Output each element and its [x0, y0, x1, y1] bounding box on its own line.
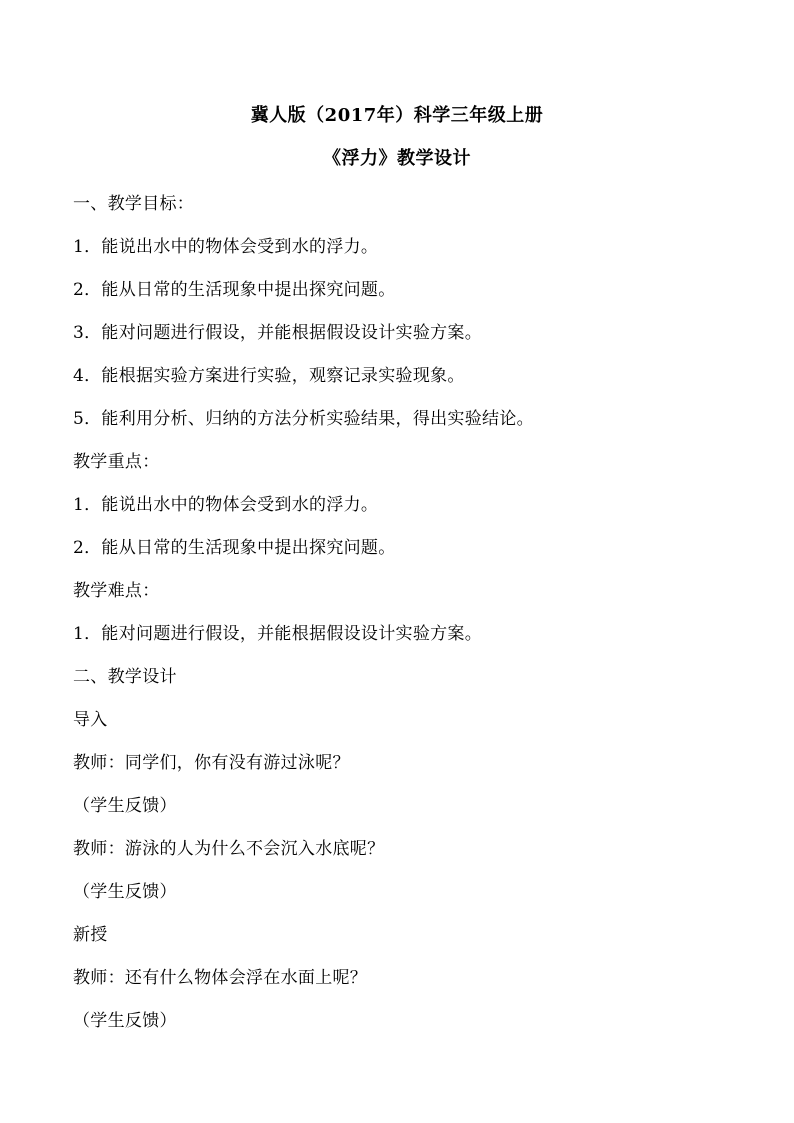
document-subtitle: 《浮力》教学设计 [323, 148, 471, 169]
section-heading-design: 二、教学设计 [73, 667, 177, 687]
dialogue-line: 教师：同学们，你有没有游过泳呢？ [73, 753, 350, 773]
dialogue-line: 教师：还有什么物体会浮在水面上呢？ [73, 968, 368, 988]
difficulty-item: 1．能对问题进行假设，并能根据假设设计实验方案。 [73, 624, 483, 644]
dialogue-line: （学生反馈） [73, 1011, 177, 1031]
objective-item: 1．能说出水中的物体会受到水的浮力。 [73, 237, 379, 257]
dialogue-line: （学生反馈） [73, 796, 177, 816]
section-heading-key-points: 教学重点： [73, 452, 160, 472]
subsection-heading-new-lesson: 新授 [73, 925, 108, 945]
dialogue-line: 教师：游泳的人为什么不会沉入水底呢？ [73, 839, 385, 859]
section-heading-objectives: 一、教学目标： [73, 194, 195, 214]
section-heading-difficulties: 教学难点： [73, 581, 160, 601]
subsection-heading-intro: 导入 [73, 710, 108, 730]
key-point-item: 1．能说出水中的物体会受到水的浮力。 [73, 495, 379, 515]
objective-item: 4．能根据实验方案进行实验，观察记录实验现象。 [73, 366, 465, 386]
document-title: 冀人版（2017年）科学三年级上册 [250, 105, 544, 126]
dialogue-line: （学生反馈） [73, 882, 177, 902]
objective-item: 3．能对问题进行假设，并能根据假设设计实验方案。 [73, 323, 483, 343]
key-point-item: 2．能从日常的生活现象中提出探究问题。 [73, 538, 396, 558]
objective-item: 2．能从日常的生活现象中提出探究问题。 [73, 280, 396, 300]
objective-item: 5．能利用分析、归纳的方法分析实验结果，得出实验结论。 [73, 409, 534, 429]
